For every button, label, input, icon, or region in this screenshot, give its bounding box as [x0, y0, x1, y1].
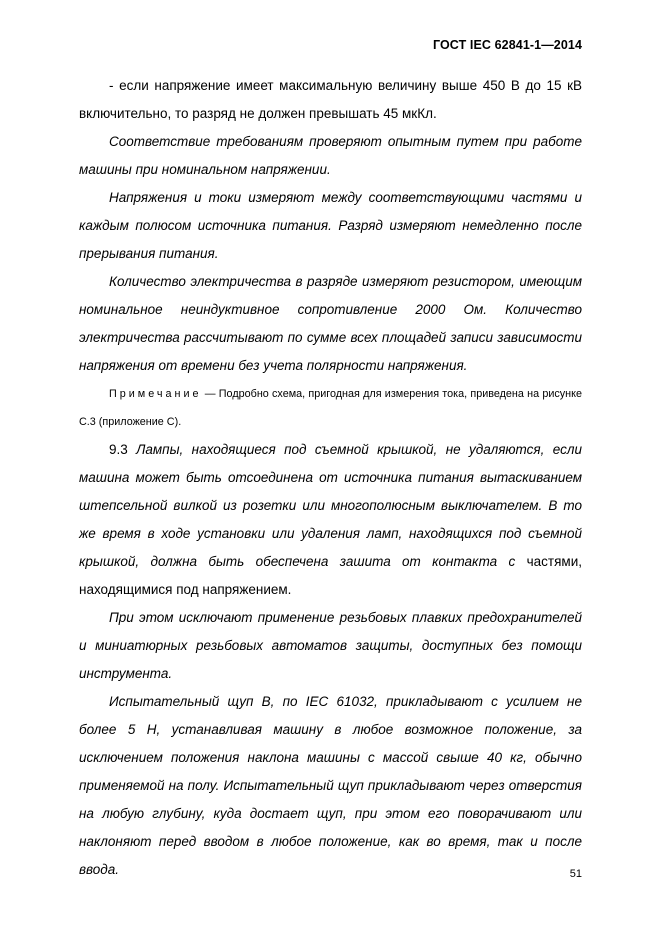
paragraph-test-probe: Испытательный щуп В, по IEC 61032, прикладывают с усилием не более 5 Н, устанавливая машину в любое возможное положение, за исключением положения наклона машины с массой свыше 40 кг, обычно применяемой на полу. Испытательный щуп прикладывают через отверстия на любую глубину, куда достает щуп, при этом его поворачивают или наклоняют перед вводом в любое положение, как во время, так и после ввода.: [79, 694, 582, 877]
note-paragraph: [79, 380, 582, 436]
note-text: — Подробно схема, пригодная для измерения тока, приведена на рисунке С.3 (приложение С).: [79, 388, 582, 428]
document-code-header: ГОСТ IEC 62841-1—2014: [432, 38, 582, 52]
paragraph-fuses: При этом исключают применение резьбовых плавких предохранителей и миниатюрных резьбовых автоматов защиты, доступных без помощи инструмента.: [79, 610, 582, 681]
paragraph-measurement: Напряжения и токи измеряют между соответствующими частями и каждым полюсом источника питания. Разряд измеряют немедленно после прерывания питания.: [79, 190, 582, 261]
note-label: Примечание: [109, 388, 202, 400]
paragraph-voltage-limit: - если напряжение имеет максимальную величину выше 450 В до 15 кВ включительно, то разряд не должен превышать 45 мкКл.: [79, 78, 582, 121]
clause-9-3-text: Лампы, находящиеся под съемной крышкой, не удаляются, если машина может быть отсоединена от источника питания вытаскиванием штепсельной вилкой из розетки или многополюсным выключателем. В то же время в ходе установки или удаления ламп, находящихся под съемной крышкой, должна быть обеспечена зашита от контакта с: [79, 442, 582, 569]
paragraph-compliance-check: Соответствие требованиям проверяют опытным путем при работе машины при номинальном напряжении.: [79, 134, 582, 177]
clause-9-3: [79, 436, 582, 604]
paragraph-charge-measurement: Количество электричества в разряде измеряют резистором, имеющим номинальное неиндуктивное сопротивление 2000 Ом. Количество электричества рассчитывают по сумме всех площадей записи зависимости напряжения от времени без учета полярности напряжения.: [79, 274, 582, 373]
page-number: 51: [569, 868, 582, 880]
clause-9-3-tail: частями, находящимися под напряжением.: [79, 554, 582, 597]
clause-number: 9.3: [109, 442, 137, 457]
document-body: [79, 72, 582, 884]
